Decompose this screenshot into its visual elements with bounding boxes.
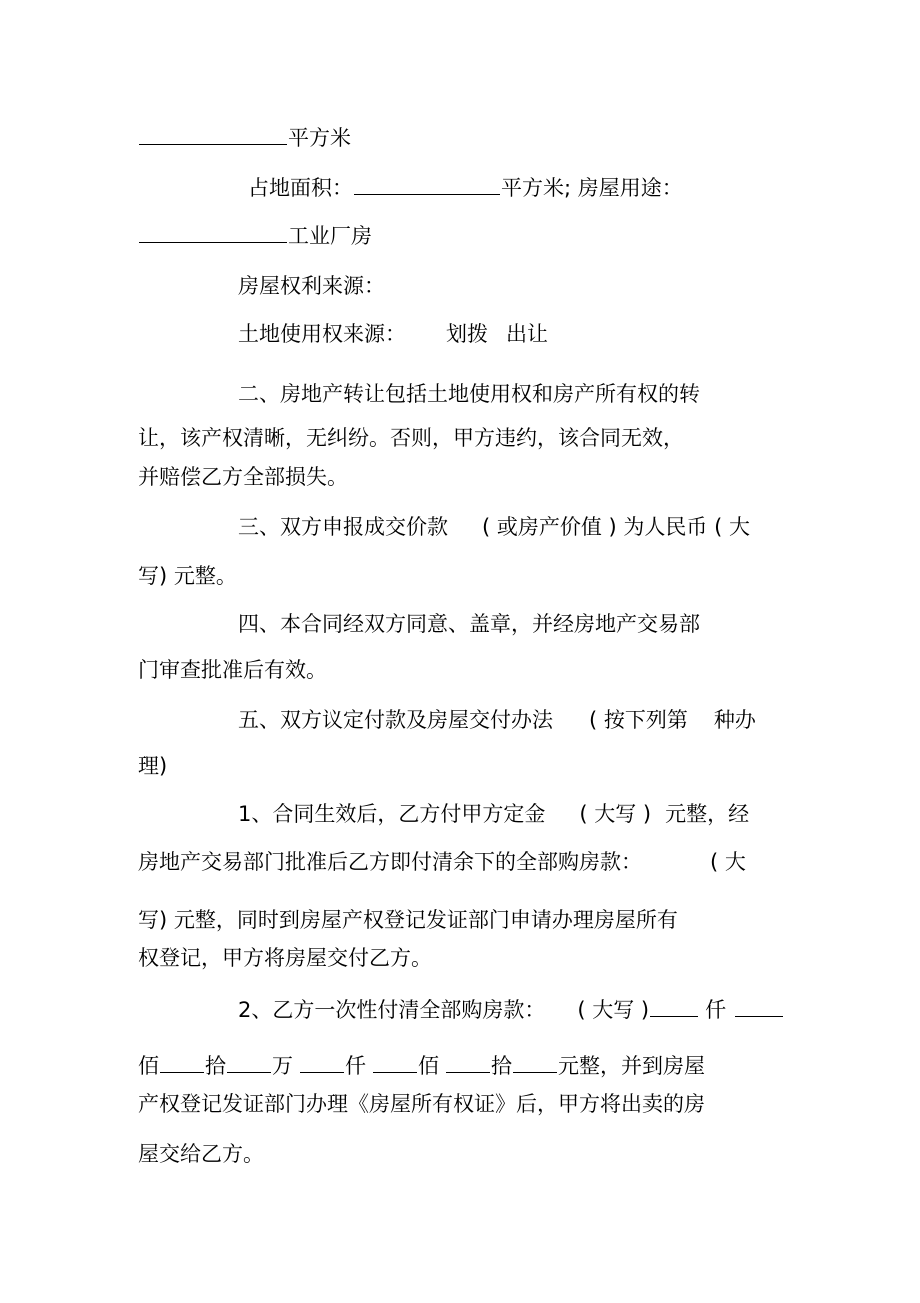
line-land-area: 占地面积： 平方米; 房屋用途：: [248, 176, 683, 200]
blank-land-area: [354, 174, 500, 195]
paragraph-2-line-1: 二、房地产转让包括土地使用权和房产所有权的转: [238, 382, 700, 406]
paragraph-4-line-1: 四、本合同经双方同意、盖章，并经房地产交易部: [238, 612, 700, 636]
blank-amount-1: [650, 996, 698, 1017]
blank-amount-4: [227, 1052, 271, 1073]
item-2-line-2: 佰 拾 万 仟 佰 拾 元整，并到房屋: [138, 1054, 705, 1078]
paragraph-2-line-2: 让，该产权清晰，无纠纷。否则，甲方违约，该合同无效，: [138, 426, 684, 450]
item-1-line-4: 权登记，甲方将房屋交付乙方。: [138, 946, 432, 970]
blank-building-use: [139, 222, 287, 243]
blank-amount-8: [513, 1052, 557, 1073]
blank-amount-7: [446, 1052, 490, 1073]
paragraph-3-line-2: 写) 元整。: [138, 564, 237, 588]
line-land-right-source: 土地使用权来源： 划拨 出让: [238, 322, 548, 346]
blank-amount-5: [300, 1052, 344, 1073]
paragraph-5-line-1: 五、双方议定付款及房屋交付办法 ( 按下列第 种办: [238, 708, 756, 732]
paragraph-2-line-3: 并赔偿乙方全部损失。: [138, 465, 348, 489]
blank-area: [139, 124, 287, 145]
item-2-line-1: 2、乙方一次性付清全部购房款： ( 大写 ) 仟: [238, 996, 784, 1024]
item-1-line-2: 房地产交易部门批准后乙方即付清余下的全部购房款： ( 大: [138, 850, 746, 874]
blank-amount-3: [160, 1052, 204, 1073]
line-area-unit: 平方米: [138, 124, 351, 152]
blank-amount-2: [735, 996, 783, 1017]
item-2-line-4: 屋交给乙方。: [138, 1142, 264, 1166]
item-1-line-1: 1、合同生效后，乙方付甲方定金 ( 大写 ) 元整，经: [238, 802, 750, 826]
line-building-use: 工业厂房: [138, 222, 372, 250]
item-1-line-3: 写) 元整，同时到房屋产权登记发证部门申请办理房屋所有: [138, 908, 678, 932]
line-rights-source: 房屋权利来源：: [238, 274, 385, 298]
paragraph-5-line-2: 理): [138, 754, 168, 778]
item-2-line-3: 产权登记发证部门办理《房屋所有权证》后，甲方将出卖的房: [138, 1092, 705, 1116]
paragraph-4-line-2: 门审查批准后有效。: [138, 658, 327, 682]
blank-amount-6: [373, 1052, 417, 1073]
paragraph-3-line-1: 三、双方申报成交价款 ( 或房产价值 ) 为人民币 ( 大: [238, 515, 750, 539]
